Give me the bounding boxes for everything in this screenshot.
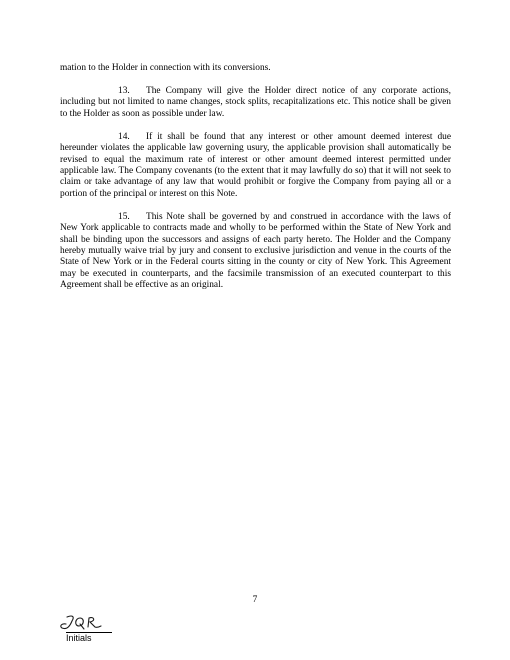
- paragraph-number: 14.: [118, 131, 130, 142]
- paragraph-number: 13.: [118, 86, 130, 96]
- initials-label: Initials: [66, 633, 92, 643]
- paragraph-text: mation to the Holder in connection with its conversions.: [60, 63, 271, 73]
- initials-block: [58, 612, 118, 646]
- paragraph-15: [60, 212, 451, 292]
- paragraph-text: This Note shall be governed by and construed in accordance with the laws of New York applicable to contracts made and wholly to be performed within the State of New York and shall be binding upon the successors and assigns of each party hereto. The Holder and the Company hereby mutually waive trial by jury and consent to exclusive jurisdiction and venue in the courts of the State of New York or in the Federal courts sitting in the county or city of New York. This Agreement may be executed in counterparts, and the facsimile transmission of an executed counterpart to this Agreement shall be effective as an original.: [60, 211, 451, 291]
- page-number: 7: [252, 595, 258, 605]
- paragraph-text: If it shall be found that any interest or other amount deemed interest due hereunder violates the applicable law governing usury, the applicable provision shall automatically be revised to equal the maximum rate of interest or other amount deemed interest permitted under applicable law. The Company covenants (to the extent that it may lawfully do so) that it will not seek to claim or take advantage of any law that would prohibit or forgive the Company from paying all or a portion of the principal or interest on this Note.: [60, 131, 451, 199]
- paragraph-text: The Company will give the Holder direct notice of any corporate actions, including but not limited to name changes, stock splits, recapitalizations etc. This notice shall be given to the Holder as soon as possible under law.: [60, 86, 451, 119]
- paragraph-13: [60, 86, 451, 120]
- paragraph-number: 15.: [118, 211, 130, 222]
- paragraph-continuation: [60, 63, 451, 74]
- body-text: [60, 63, 451, 303]
- handwritten-initials-signature: [58, 612, 108, 634]
- paragraph-14: [60, 132, 451, 200]
